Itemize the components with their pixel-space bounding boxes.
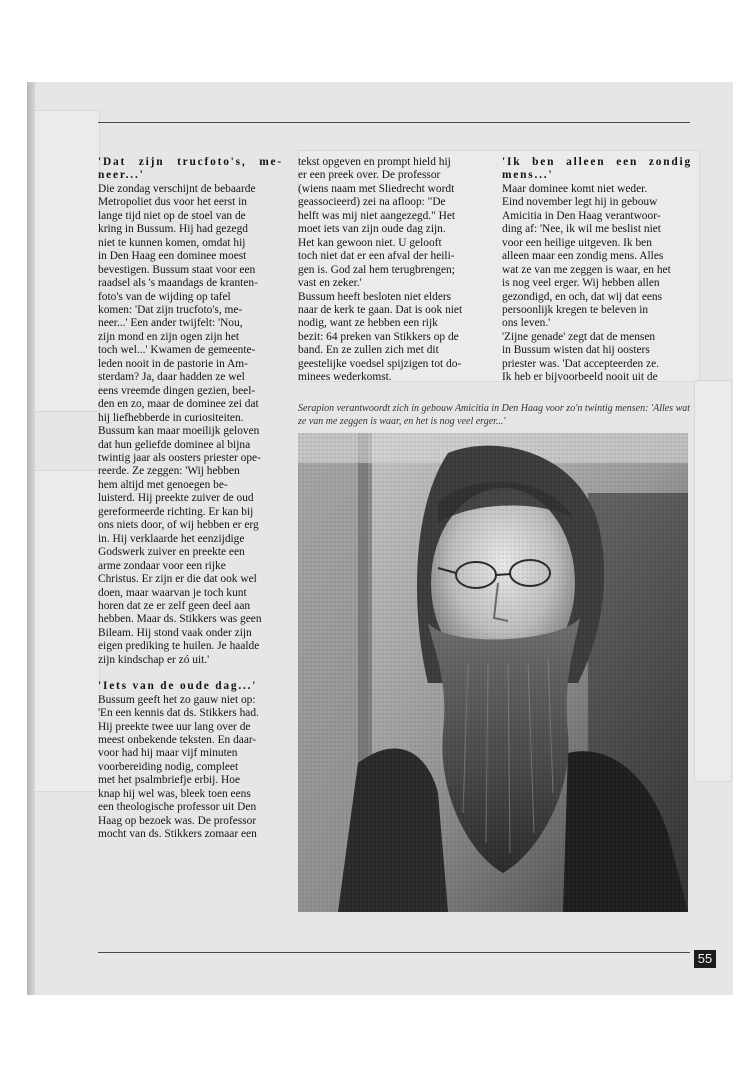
text-line: leden nooit in de pastorie in Am- — [98, 357, 248, 370]
text-line: doen, maar waarvan je toch kunt — [98, 586, 247, 599]
text-line: arme zondaar voor een rijke — [98, 559, 226, 572]
text-line: twintig jaar als oosters priester ope- — [98, 451, 261, 464]
subheading-trucfotos: 'Dat zijn trucfoto's, me-neer...' — [98, 156, 283, 182]
text-line: voor had hij maar vijf minuten — [98, 747, 238, 760]
text-line: vast en zeker.' — [298, 277, 362, 290]
text-line: komen: 'Dat zijn trucfoto's, me- — [98, 303, 243, 316]
text-line: reerde. Ze zeggen: 'Wij hebben — [98, 465, 240, 478]
column-3-paragraph — [502, 183, 692, 385]
text-line: minees wederkomst. — [298, 371, 392, 384]
text-line: in Den Haag een dominee moest — [98, 250, 247, 263]
text-line: voor een heilige uitgeven. Ik ben — [502, 236, 652, 249]
text-line: hem altijd met genoegen be- — [98, 478, 228, 491]
subheading-oude-dag: 'Iets van de oude dag...' — [98, 680, 258, 693]
text-line: naar de kerk te gaan. Dat is ook niet — [298, 303, 463, 316]
text-line: er een preek over. De professor — [298, 169, 441, 182]
text-line: ding af: 'Nee, ik wil me beslist niet — [502, 223, 661, 236]
text-line: in Bussum wisten dat hij oosters — [502, 344, 650, 357]
text-line: Die zondag verschijnt de bebaarde — [98, 182, 256, 195]
photo-bearded-priest — [298, 433, 688, 912]
text-line: horen dat ze er zelf geen deel aan — [98, 599, 251, 612]
text-line: wat ze van me zeggen is waar, en het — [502, 263, 671, 276]
top-rule — [98, 122, 690, 123]
text-line: eigen prediking te huilen. Je haalde — [98, 640, 260, 653]
text-line: Metropoliet dus voor het eerst in — [98, 196, 247, 209]
text-line: sterdam? Ja, daar hadden ze wel — [98, 371, 245, 384]
text-line: een theologische professor uit Den — [98, 801, 257, 814]
text-line: Bussum kan maar moeilijk geloven — [98, 425, 260, 438]
text-line: Haag op bezoek was. De professor — [98, 814, 257, 827]
text-line: eens vreemde dingen gezien, beel- — [98, 384, 256, 397]
text-line: Hij preekte twee uur lang over de — [98, 720, 251, 733]
text-line: ons niets door, of wij hebben er erg — [98, 519, 259, 532]
column-1-paragraph-2 — [98, 694, 283, 842]
text-line: Maar dominee komt niet weder. — [502, 182, 648, 195]
text-line: voorbereiding nodig, compleet — [98, 760, 239, 773]
text-line: Het kan gewoon niet. U gelooft — [298, 236, 442, 249]
text-line: geassocieerd) zei na afloop: "De — [298, 196, 446, 209]
text-line: alleen maar een zondig mens. Alles — [502, 250, 664, 263]
text-line: dat hun geliefde dominee al bijna — [98, 438, 251, 451]
text-line: raadsel als 's maandags de kranten- — [98, 277, 258, 290]
text-line: tekst opgeven en prompt hield hij — [298, 156, 451, 168]
text-line: priester was. 'Dat accepteerden ze. — [502, 357, 659, 370]
column-1 — [98, 156, 283, 842]
text-line: persoonlijk kregen te beleven in — [502, 303, 649, 316]
show-through-left-top — [34, 110, 100, 412]
text-line: kring in Bussum. Hij had gezegd — [98, 223, 248, 236]
text-line: hebben. Maar ds. Stikkers was geen — [98, 613, 262, 626]
text-line: (wiens naam met Sliedrecht wordt — [298, 182, 455, 195]
text-line: niet te kunnen komen, omdat hij — [98, 236, 246, 249]
text-line: 'En een kennis dat ds. Stikkers had. — [98, 707, 259, 720]
text-line: luisterd. Hij preekte zuiver de oud — [98, 492, 254, 505]
photo-image — [298, 433, 688, 912]
page-number: 55 — [694, 950, 716, 968]
text-line: met het psalmbriefje erbij. Hoe — [98, 774, 241, 787]
text-line: Bussum heeft besloten niet elders — [298, 290, 452, 303]
text-line: bevestigen. Bussum staat voor een — [98, 263, 256, 276]
text-line: Eind november legt hij in gebouw — [502, 196, 658, 209]
text-line: is nog veel erger. Wij hebben allen — [502, 277, 660, 290]
show-through-right — [694, 380, 732, 782]
text-line: zijn kindschap er zó uit.' — [98, 653, 210, 666]
text-line: gereformeerde richting. Er kan bij — [98, 505, 254, 518]
text-line: Godswerk zuiver en preekte een — [98, 546, 245, 559]
text-line: den en zo, maar de dominee zei dat — [98, 398, 259, 411]
text-line: Bussum geeft het zo gauw niet op: — [98, 693, 256, 706]
text-line: Amicitia in Den Haag verantwoor- — [502, 209, 661, 222]
text-line: neer...' Een ander twijfelt: 'Nou, — [98, 317, 243, 330]
text-line: zijn mond en zijn ogen zijn het — [98, 330, 240, 343]
text-line: gen is. God zal hem terugbrengen; — [298, 263, 455, 276]
text-line: nodig, want ze hebben een rijk — [298, 317, 438, 330]
text-line: 'Zijne genade' zegt dat de mensen — [502, 330, 656, 343]
bottom-rule — [98, 952, 690, 953]
column-1-paragraph-1 — [98, 183, 283, 667]
text-line: in. Hij verklaarde het eenzijdige — [98, 532, 245, 545]
column-2-paragraph — [298, 156, 488, 385]
column-3 — [502, 156, 692, 385]
text-line: mocht van ds. Stikkers zomaar een — [98, 828, 257, 841]
subheading-zondig-mens: 'Ik ben alleen een zondig mens...' — [502, 156, 692, 182]
text-line: toch wel...' Kwamen de gemeente- — [98, 344, 256, 357]
text-line: moet iets van zijn oude dag zijn. — [298, 223, 446, 236]
column-2 — [298, 156, 488, 385]
text-line: Ik heb er bijvoorbeeld nooit uit de — [502, 371, 658, 384]
text-line: toch niet dat er een afval der heili- — [298, 250, 455, 263]
text-line: bezit: 64 preken van Stikkers op de — [298, 330, 459, 343]
text-line: knap hij wel was, bleek toen eens — [98, 787, 251, 800]
text-line: lange tijd niet op de stoel van de — [98, 209, 246, 222]
text-line: ons leven.' — [502, 317, 551, 330]
text-line: helft was mij niet aangezegd." Het — [298, 209, 456, 222]
text-line: gezondigd, en och, dat wij dat eens — [502, 290, 663, 303]
text-line: geestelijke voedsel spijzigen tot do- — [298, 357, 462, 370]
show-through-left-bottom — [34, 470, 100, 792]
text-line: band. En ze zullen zich met dit — [298, 344, 439, 357]
text-line: foto's van de wijding op tafel — [98, 290, 231, 303]
text-line: Bileam. Hij stond vaak onder zijn — [98, 626, 252, 639]
text-line: hij liefhebberde in curiositeiten. — [98, 411, 244, 424]
text-line: meest onbekende teksten. En daar- — [98, 734, 257, 747]
text-line: Christus. Er zijn er die dat ook wel — [98, 573, 257, 586]
photo-caption: Serapion verantwoordt zich in gebouw Amicitia in Den Haag voor zo'n twintig mensen: 'Alles wat ze van me zeggen is waar, en het is nog veel erger...' — [298, 403, 691, 427]
